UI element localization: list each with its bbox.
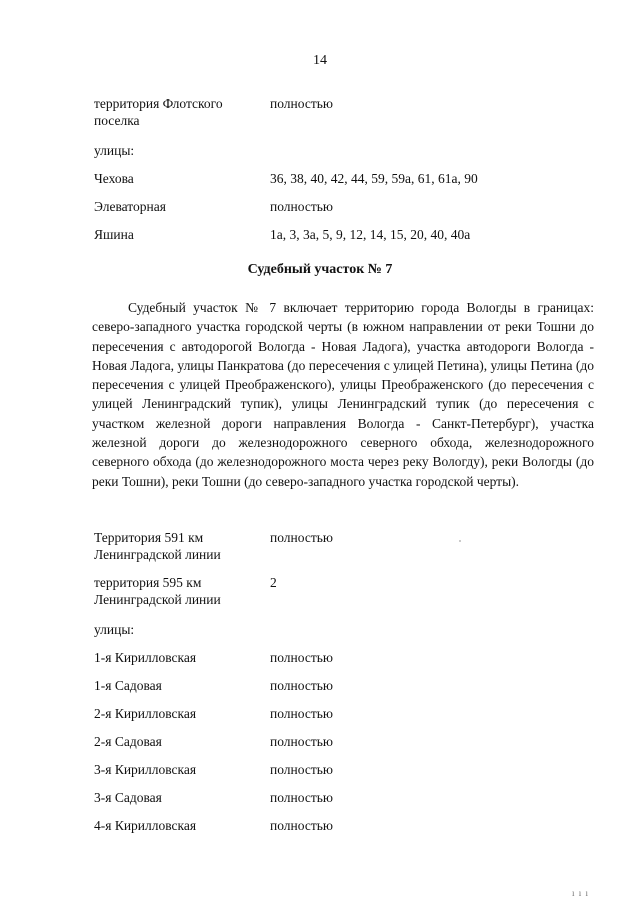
streets-label: улицы: — [94, 143, 135, 158]
street-name: Элеваторная — [94, 199, 166, 214]
street-name: Яшина — [94, 227, 134, 242]
section-heading: Судебный участок № 7 — [247, 262, 393, 277]
paragraph-text: Судебный участок № 7 включает территорию города Вологды в границах: северо-западного участка городской черты (в южном направлении от реки Тошни до пересечения с автодорогой Вологда - Новая Ладога), участка автодороги Вологда - Новая Ладога, улицы Панкратова (до пересечения с улицей Петина), улицы Петина (до пересечения с улицей Преображенского), улицы Преображенского (до пересечения с улицей Ленинградский тупик), улицы Ленинградский тупик (до пересечения с участком железной дороги направления Вологда - Санкт-Петербург), участка железной дороги до железнодорожного северного обхода, железнодорожного северного обхода (до железнодорожного моста через реку Вологду), реки Вологды (до реки Тошни), реки Тошни (до северо-западного участка городской черты). — [92, 300, 594, 489]
street-name: 3-я Кирилловская — [94, 762, 197, 777]
street-houses: полностью — [270, 818, 333, 833]
street-name: 2-я Кирилловская — [94, 706, 197, 721]
street-name: 2-я Садовая — [94, 734, 162, 749]
street-houses: полностью — [270, 199, 333, 214]
street-name: 3-я Садовая — [94, 790, 162, 805]
section-description — [92, 298, 594, 491]
page-number: 14 — [313, 53, 327, 68]
territory-name: территория Флотского поселка — [94, 96, 223, 128]
territory-value: 2 — [270, 575, 277, 590]
street-name: 1-я Кирилловская — [94, 650, 197, 665]
street-name: Чехова — [94, 171, 134, 186]
street-houses: 36, 38, 40, 42, 44, 59, 59а, 61, 61а, 90 — [270, 171, 478, 186]
territory-name: Территория 591 км Ленинградской линии — [94, 530, 221, 562]
street-houses: полностью — [270, 650, 333, 665]
street-houses: полностью — [270, 678, 333, 693]
streets-label: улицы: — [94, 622, 135, 637]
street-houses: полностью — [270, 790, 333, 805]
street-houses: полностью — [270, 706, 333, 721]
street-name: 1-я Садовая — [94, 678, 162, 693]
street-houses: 1а, 3, 3а, 5, 9, 12, 14, 15, 20, 40, 40а — [270, 227, 471, 242]
street-name: 4-я Кирилловская — [94, 818, 197, 833]
territory-value: полностью — [270, 96, 333, 111]
street-houses: полностью — [270, 734, 333, 749]
footer-mark: ı ı ı — [572, 888, 590, 898]
territory-name: территория 595 км Ленинградской линии — [94, 575, 221, 607]
territory-value: полностью — [270, 530, 333, 545]
street-houses: полностью — [270, 762, 333, 777]
